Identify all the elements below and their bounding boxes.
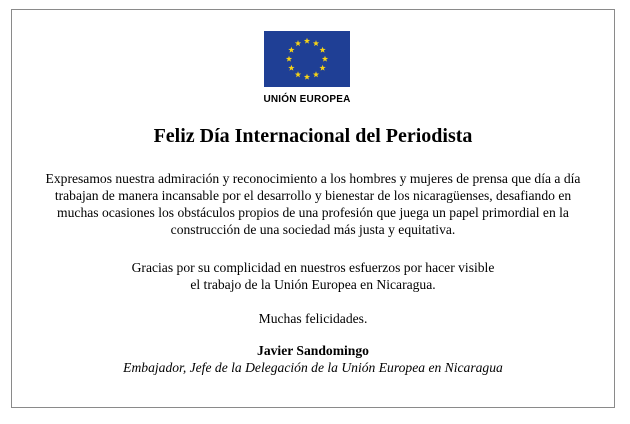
logo-caption: UNIÓN EUROPEA: [263, 94, 351, 105]
message-paragraph: [20, 170, 606, 238]
thanks-line: el trabajo de la Unión Europea en Nicaragua.: [190, 277, 436, 292]
message-line: Expresamos nuestra admiración y reconocimiento a los hombres y mujeres de prensa que día a día: [45, 171, 581, 186]
thanks-paragraph: [20, 259, 606, 293]
page-title: Feliz Día Internacional del Periodista: [153, 125, 473, 147]
signer-name: Javier Sandomingo: [257, 343, 369, 358]
message-line: muchas ocasiones los obstáculos propios de una profesión que juega un papel primordial en la: [57, 205, 569, 220]
closing-line: Muchas felicidades.: [258, 311, 368, 326]
eu-flag-icon: [264, 31, 350, 87]
message-line: trabajan de manera incansable por el desarrollo y bienestar de los nicaragüenses, desafiando en: [54, 188, 572, 203]
signer-role: Embajador, Jefe de la Delegación de la Unión Europea en Nicaragua: [123, 360, 503, 375]
message-line: construcción de una sociedad más justa y equitativa.: [170, 222, 456, 237]
thanks-line: Gracias por su complicidad en nuestros esfuerzos por hacer visible: [131, 260, 495, 275]
